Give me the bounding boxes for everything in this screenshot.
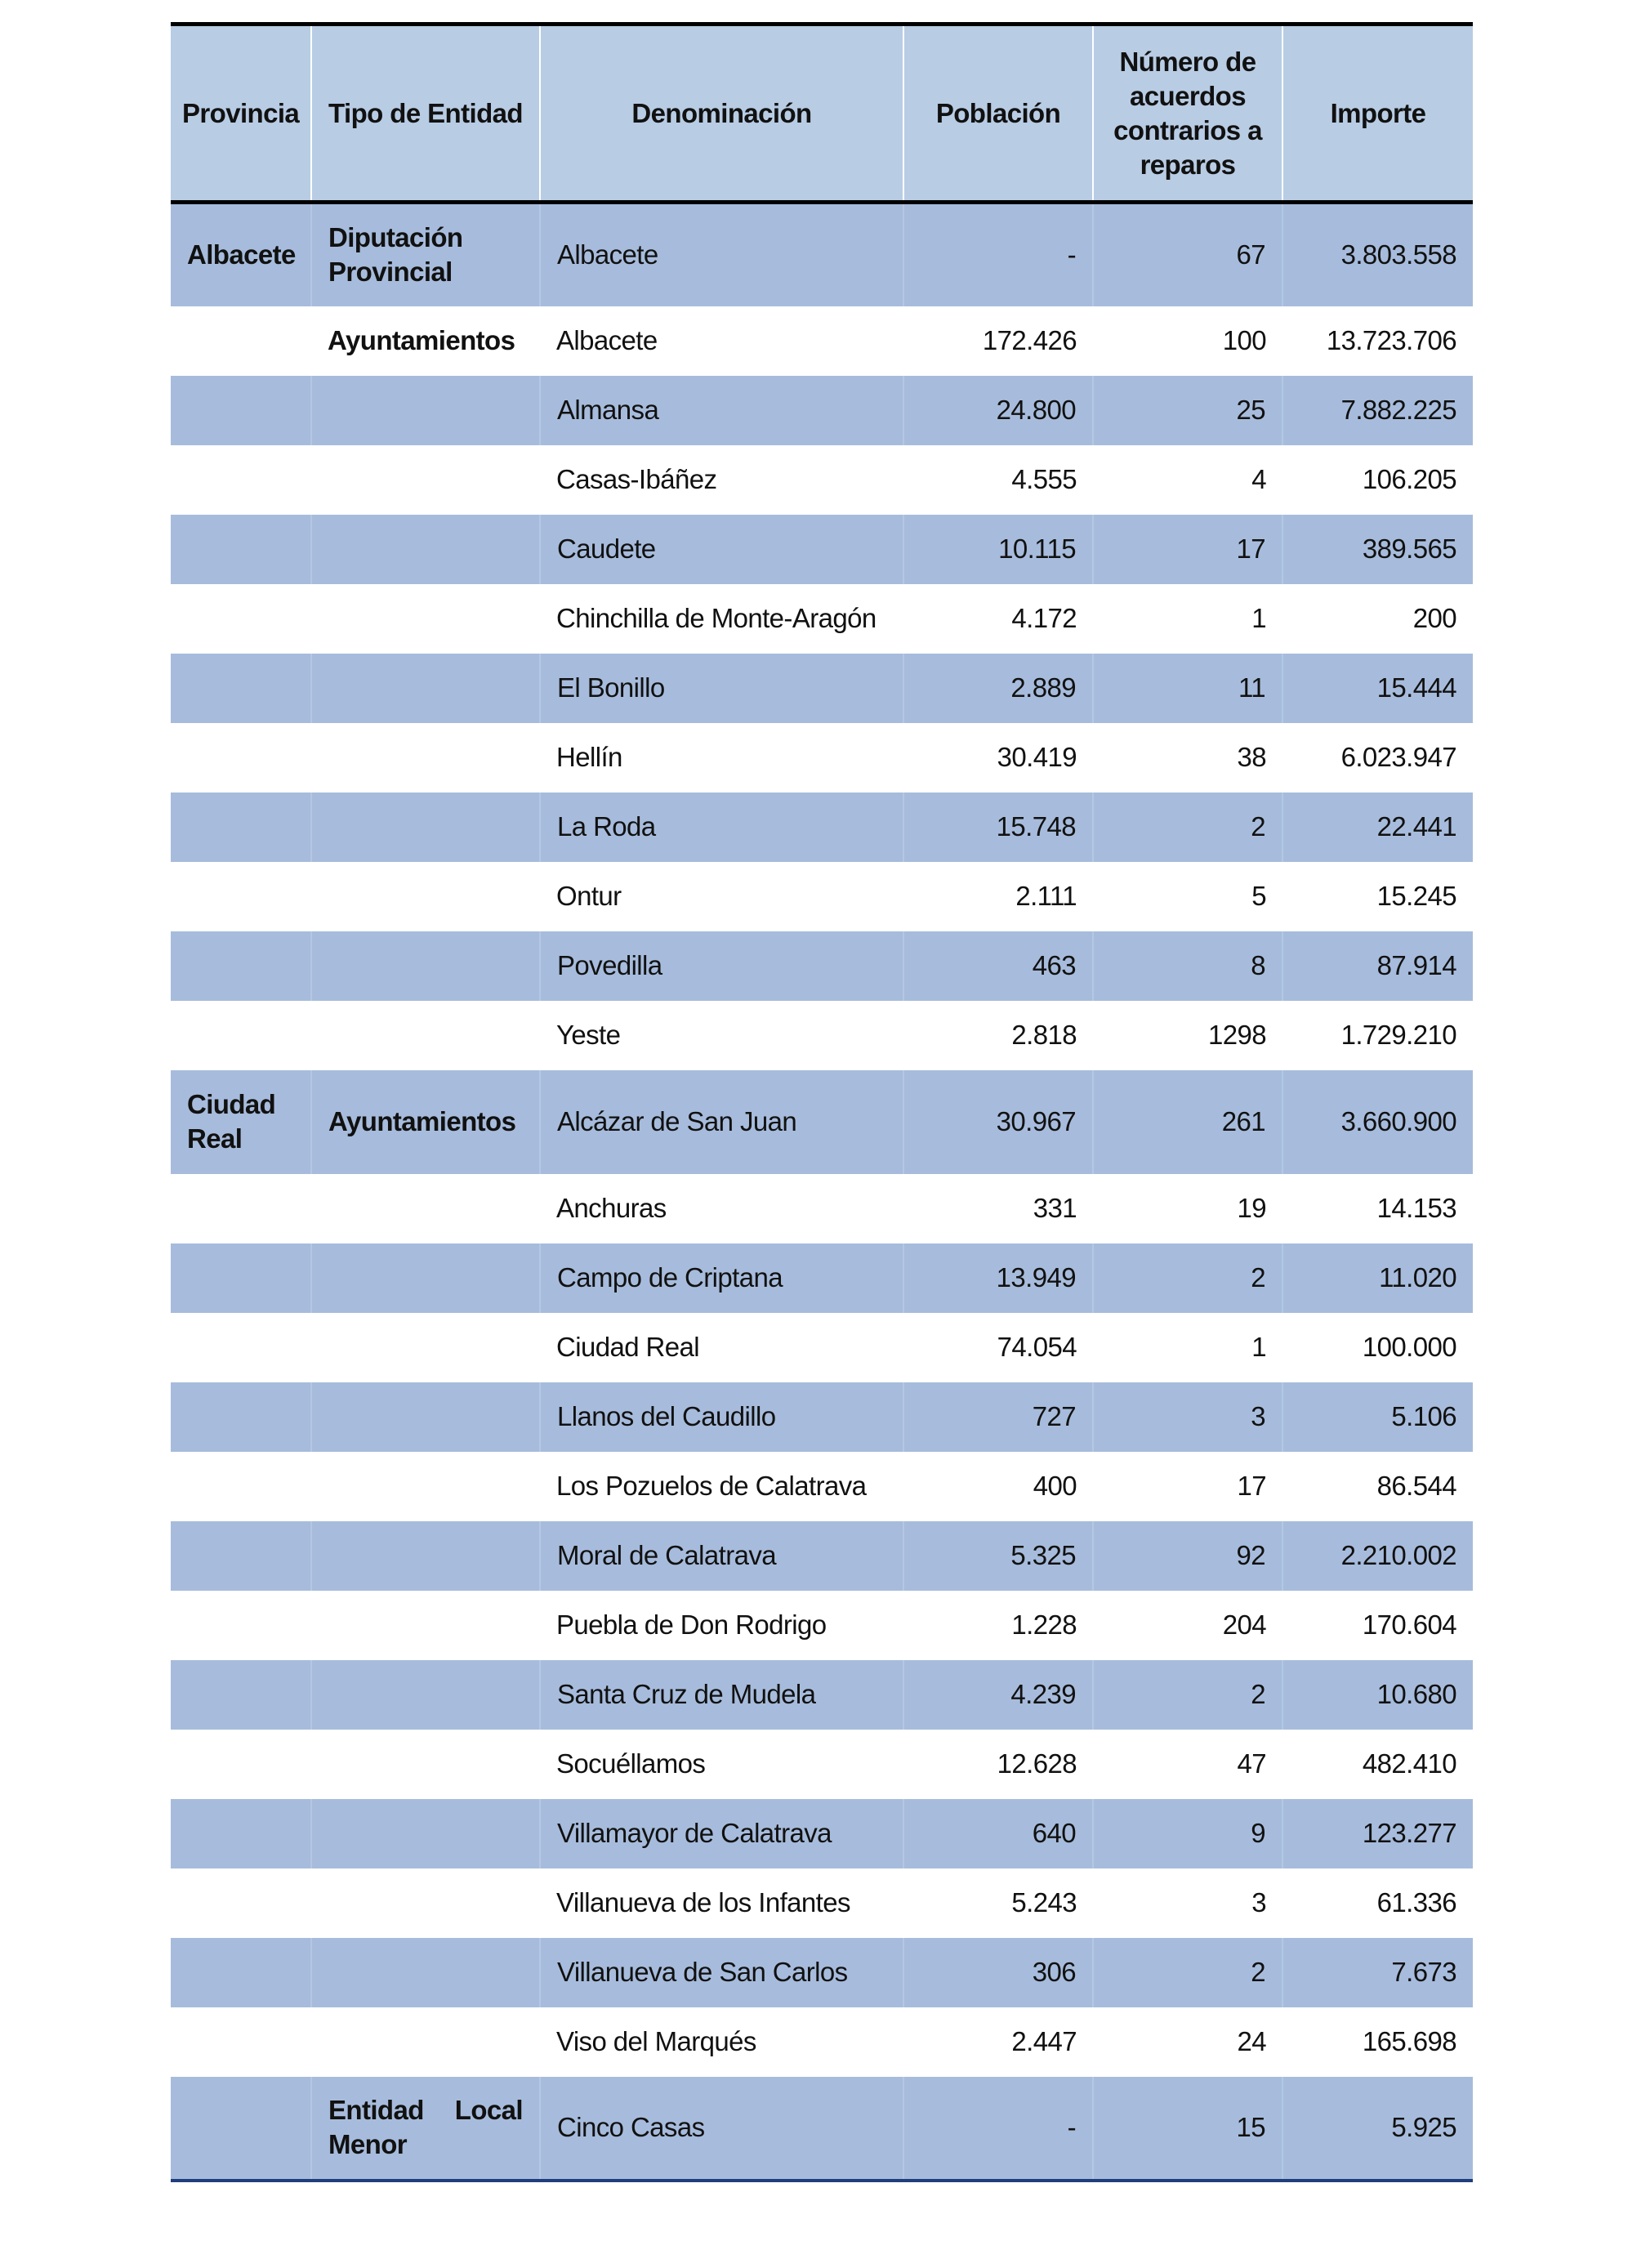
cell-provincia (171, 1938, 311, 2007)
cell-numero: 2 (1093, 792, 1282, 862)
cell-tipo-entidad (311, 515, 540, 584)
cell-numero: 67 (1093, 203, 1282, 306)
cell-provincia (171, 792, 311, 862)
cell-importe: 5.925 (1282, 2077, 1473, 2181)
cell-importe: 3.803.558 (1282, 203, 1473, 306)
cell-tipo-entidad: Ayuntamientos (311, 1070, 540, 1174)
cell-provincia (171, 1730, 311, 1799)
cell-numero: 8 (1093, 931, 1282, 1001)
cell-tipo-entidad (311, 1313, 540, 1382)
cell-numero: 47 (1237, 1748, 1266, 1779)
cell-importe: 13.723.706 (1326, 325, 1456, 355)
cell-poblacion: 4.172 (1011, 603, 1077, 633)
cell-importe: 482.410 (1362, 1748, 1456, 1779)
header-numero-line: contrarios a (1113, 114, 1262, 145)
table-row (171, 584, 1473, 654)
cell-importe: 389.565 (1282, 515, 1473, 584)
cell-numero: 17 (1093, 515, 1282, 584)
cell-denominacion: Anchuras (556, 1193, 667, 1223)
cell-denominacion: Villanueva de San Carlos (540, 1938, 903, 2007)
cell-importe: 15.444 (1282, 654, 1473, 723)
cell-importe: 165.698 (1362, 2026, 1456, 2056)
cell-numero: 9 (1093, 1799, 1282, 1868)
cell-numero: 2 (1093, 1660, 1282, 1730)
cell-poblacion: 400 (1033, 1471, 1077, 1501)
cell-tipo-entidad (311, 654, 540, 723)
table-row (171, 1174, 1473, 1243)
cell-denominacion: Cinco Casas (540, 2077, 903, 2181)
entities-table (171, 22, 1473, 2182)
cell-provincia (171, 862, 311, 931)
cell-importe: 100.000 (1362, 1332, 1456, 1362)
cell-tipo-entidad: Diputación Provincial (311, 203, 540, 306)
table-row (171, 1938, 1473, 2007)
cell-numero: 4 (1251, 464, 1266, 494)
cell-poblacion: - (903, 2077, 1093, 2181)
cell-poblacion: 74.054 (997, 1332, 1077, 1362)
cell-tipo-entidad (311, 1730, 540, 1799)
cell-numero: 25 (1093, 376, 1282, 445)
cell-tipo-entidad (311, 723, 540, 792)
cell-poblacion: 2.447 (1011, 2026, 1077, 2056)
cell-numero: 17 (1237, 1471, 1266, 1501)
cell-provincia (171, 1799, 311, 1868)
table-row (171, 1730, 1473, 1799)
cell-denominacion: Villanueva de los Infantes (556, 1887, 850, 1918)
cell-numero: 261 (1093, 1070, 1282, 1174)
table-row (171, 1001, 1473, 1070)
cell-provincia (171, 584, 311, 654)
table-row (171, 1660, 1473, 1730)
cell-poblacion: 331 (1033, 1193, 1077, 1223)
cell-denominacion: El Bonillo (540, 654, 903, 723)
cell-provincia (171, 1382, 311, 1452)
cell-numero: 100 (1222, 325, 1266, 355)
cell-tipo-entidad: Entidad Local Menor (311, 2077, 540, 2181)
cell-provincia (171, 1452, 311, 1521)
table-row (171, 1070, 1473, 1174)
cell-provincia (171, 1174, 311, 1243)
table-row (171, 1799, 1473, 1868)
cell-poblacion: 727 (903, 1382, 1093, 1452)
cell-provincia (171, 2077, 311, 2181)
table-header (171, 25, 1473, 203)
cell-tipo-entidad (311, 1382, 540, 1452)
table-row (171, 931, 1473, 1001)
cell-denominacion: Hellín (556, 742, 622, 772)
cell-poblacion: 2.889 (903, 654, 1093, 723)
cell-tipo-entidad (311, 792, 540, 862)
cell-tipo-entidad (311, 1868, 540, 1938)
cell-numero: 1 (1251, 1332, 1266, 1362)
cell-tipo-entidad (311, 2007, 540, 2077)
table-row (171, 1521, 1473, 1591)
cell-tipo-entidad (311, 1452, 540, 1521)
cell-provincia (171, 2007, 311, 2077)
cell-tipo-entidad (311, 1521, 540, 1591)
cell-poblacion: 306 (903, 1938, 1093, 2007)
cell-numero: 15 (1093, 2077, 1282, 2181)
cell-importe: 170.604 (1362, 1609, 1456, 1640)
header-numero-line: reparos (1140, 149, 1236, 180)
cell-provincia (171, 723, 311, 792)
cell-poblacion: 2.818 (1011, 1020, 1077, 1050)
cell-importe: 14.153 (1376, 1193, 1456, 1223)
cell-provincia (171, 1001, 311, 1070)
cell-provincia (171, 1521, 311, 1591)
cell-denominacion: Caudete (540, 515, 903, 584)
cell-tipo-entidad (311, 1591, 540, 1660)
cell-importe: 2.210.002 (1282, 1521, 1473, 1591)
cell-poblacion: 172.426 (982, 325, 1077, 355)
cell-importe: 11.020 (1282, 1243, 1473, 1313)
cell-denominacion: Viso del Marqués (556, 2026, 756, 2056)
cell-poblacion: 30.419 (997, 742, 1077, 772)
cell-numero: 1298 (1207, 1020, 1266, 1050)
cell-denominacion: Chinchilla de Monte-Aragón (556, 603, 876, 633)
cell-importe: 6.023.947 (1340, 742, 1456, 772)
table-row (171, 1243, 1473, 1313)
table-row (171, 306, 1473, 376)
cell-denominacion: Santa Cruz de Mudela (540, 1660, 903, 1730)
table-row (171, 792, 1473, 862)
cell-tipo-entidad: Ayuntamientos (328, 325, 515, 355)
cell-importe: 61.336 (1376, 1887, 1456, 1918)
cell-importe: 3.660.900 (1282, 1070, 1473, 1174)
header-provincia: Provincia (171, 25, 311, 203)
cell-poblacion: 24.800 (903, 376, 1093, 445)
cell-tipo-entidad (311, 445, 540, 515)
cell-denominacion: Campo de Criptana (540, 1243, 903, 1313)
cell-importe: 5.106 (1282, 1382, 1473, 1452)
cell-tipo-entidad (311, 931, 540, 1001)
cell-poblacion: 10.115 (903, 515, 1093, 584)
cell-numero: 3 (1251, 1887, 1266, 1918)
cell-poblacion: 12.628 (997, 1748, 1077, 1779)
cell-tipo-entidad (311, 1799, 540, 1868)
cell-numero: 5 (1251, 881, 1266, 911)
cell-numero: 204 (1222, 1609, 1266, 1640)
table-body (171, 203, 1473, 2181)
cell-poblacion: 463 (903, 931, 1093, 1001)
cell-numero: 2 (1093, 1243, 1282, 1313)
cell-importe: 10.680 (1282, 1660, 1473, 1730)
table-row (171, 1868, 1473, 1938)
cell-poblacion: 5.243 (1011, 1887, 1077, 1918)
cell-provincia (171, 376, 311, 445)
cell-denominacion: Casas-Ibáñez (556, 464, 717, 494)
cell-poblacion: 13.949 (903, 1243, 1093, 1313)
table-row (171, 862, 1473, 931)
table-row (171, 1591, 1473, 1660)
cell-importe: 86.544 (1376, 1471, 1456, 1501)
cell-tipo-entidad (311, 1174, 540, 1243)
cell-importe: 22.441 (1282, 792, 1473, 862)
cell-importe: 15.245 (1376, 881, 1456, 911)
header-numero-acuerdos (1093, 25, 1282, 203)
table-row (171, 1452, 1473, 1521)
cell-importe: 200 (1412, 603, 1456, 633)
cell-poblacion: 4.555 (1011, 464, 1077, 494)
cell-denominacion: Almansa (540, 376, 903, 445)
cell-importe: 123.277 (1282, 1799, 1473, 1868)
table-row (171, 2007, 1473, 2077)
cell-poblacion: 30.967 (903, 1070, 1093, 1174)
cell-provincia (171, 1660, 311, 1730)
cell-poblacion: 4.239 (903, 1660, 1093, 1730)
table-row (171, 1382, 1473, 1452)
cell-denominacion: Albacete (556, 325, 658, 355)
cell-poblacion: 5.325 (903, 1521, 1093, 1591)
cell-provincia: Ciudad Real (171, 1070, 311, 1174)
cell-numero: 92 (1093, 1521, 1282, 1591)
cell-provincia (171, 1243, 311, 1313)
cell-numero: 11 (1093, 654, 1282, 723)
cell-denominacion: Villamayor de Calatrava (540, 1799, 903, 1868)
cell-denominacion: Yeste (556, 1020, 621, 1050)
cell-denominacion: Povedilla (540, 931, 903, 1001)
table-row (171, 515, 1473, 584)
cell-provincia (171, 1868, 311, 1938)
table-row (171, 203, 1473, 306)
cell-denominacion: Socuéllamos (556, 1748, 706, 1779)
cell-provincia (171, 1591, 311, 1660)
header-tipo-entidad: Tipo de Entidad (311, 25, 540, 203)
cell-provincia (171, 1313, 311, 1382)
cell-denominacion: Puebla de Don Rodrigo (556, 1609, 827, 1640)
cell-denominacion: Alcázar de San Juan (540, 1070, 903, 1174)
table-row (171, 723, 1473, 792)
cell-provincia (171, 654, 311, 723)
cell-tipo-entidad (311, 584, 540, 654)
cell-poblacion: 15.748 (903, 792, 1093, 862)
cell-numero: 1 (1251, 603, 1266, 633)
cell-provincia: Albacete (171, 203, 311, 306)
cell-poblacion: - (903, 203, 1093, 306)
table-row (171, 1313, 1473, 1382)
table-row (171, 445, 1473, 515)
cell-tipo-entidad (311, 1660, 540, 1730)
cell-importe: 106.205 (1362, 464, 1456, 494)
cell-importe: 1.729.210 (1340, 1020, 1456, 1050)
cell-importe: 7.882.225 (1282, 376, 1473, 445)
cell-provincia (171, 445, 311, 515)
cell-importe: 87.914 (1282, 931, 1473, 1001)
cell-denominacion: Ontur (556, 881, 622, 911)
cell-tipo-entidad (311, 1243, 540, 1313)
cell-denominacion: Ciudad Real (556, 1332, 700, 1362)
table-row (171, 2077, 1473, 2181)
header-numero-line: acuerdos (1130, 80, 1246, 111)
header-row (171, 25, 1473, 203)
cell-poblacion: 640 (903, 1799, 1093, 1868)
cell-tipo-entidad (311, 1938, 540, 2007)
cell-denominacion: La Roda (540, 792, 903, 862)
cell-denominacion: Albacete (540, 203, 903, 306)
cell-tipo-entidad (311, 376, 540, 445)
cell-numero: 24 (1237, 2026, 1266, 2056)
cell-poblacion: 2.111 (1015, 881, 1077, 911)
cell-importe: 7.673 (1282, 1938, 1473, 2007)
cell-provincia (171, 306, 311, 376)
cell-poblacion: 1.228 (1011, 1609, 1077, 1640)
header-numero-line: Número de (1119, 46, 1256, 77)
cell-numero: 19 (1237, 1193, 1266, 1223)
table-row (171, 654, 1473, 723)
cell-numero: 3 (1093, 1382, 1282, 1452)
header-importe: Importe (1282, 25, 1473, 203)
cell-provincia (171, 515, 311, 584)
cell-provincia (171, 931, 311, 1001)
cell-numero: 2 (1093, 1938, 1282, 2007)
cell-tipo-entidad (311, 1001, 540, 1070)
header-denominacion: Denominación (540, 25, 903, 203)
cell-denominacion: Llanos del Caudillo (540, 1382, 903, 1452)
cell-tipo-entidad (311, 862, 540, 931)
header-poblacion: Población (903, 25, 1093, 203)
cell-numero: 38 (1237, 742, 1266, 772)
cell-denominacion: Los Pozuelos de Calatrava (556, 1471, 867, 1501)
table-row (171, 376, 1473, 445)
cell-denominacion: Moral de Calatrava (540, 1521, 903, 1591)
